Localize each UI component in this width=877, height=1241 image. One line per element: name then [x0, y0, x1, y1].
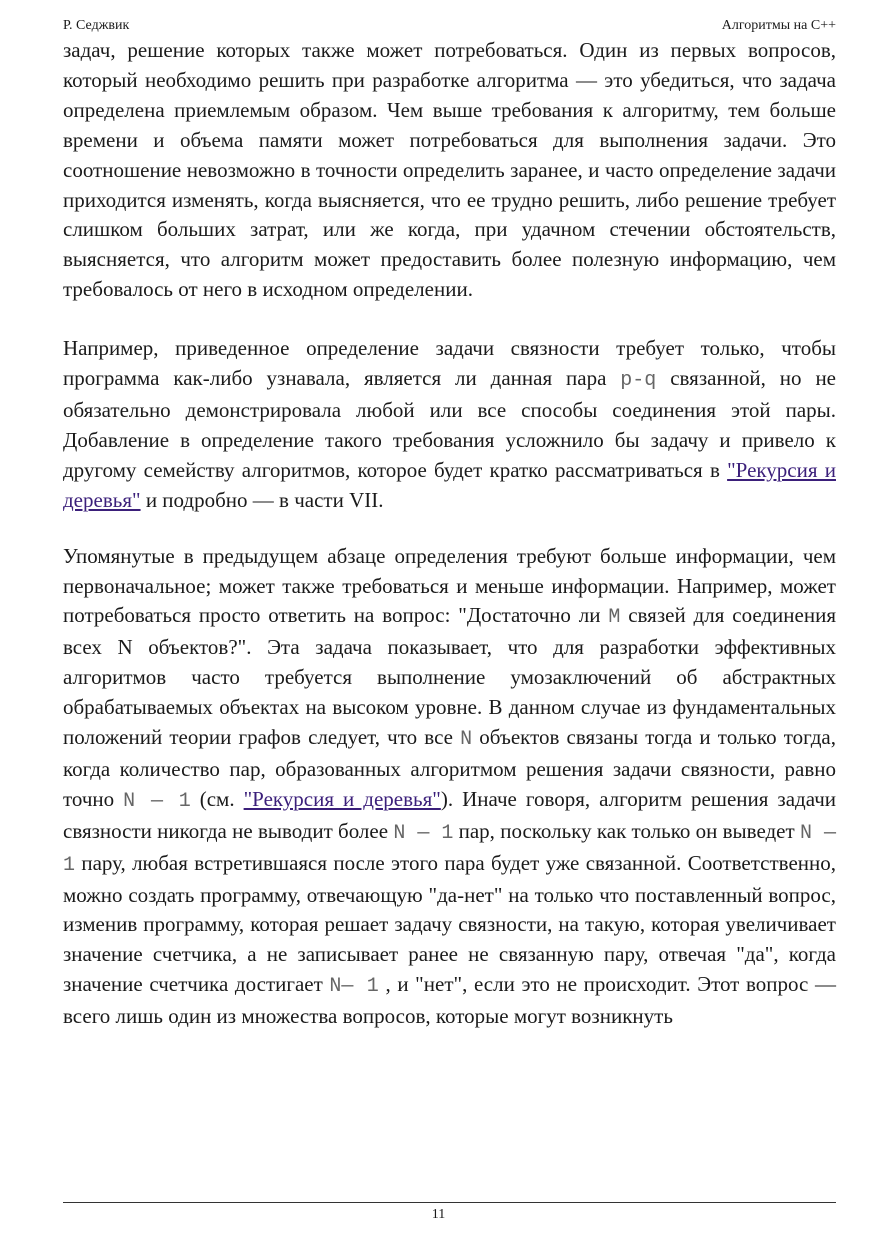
footer-divider	[63, 1202, 836, 1203]
header-author: Р. Седжвик	[63, 18, 130, 33]
text-run: и подробно — в части VII.	[140, 487, 384, 512]
text-run: пару, любая встретившаяся после этого пара будет уже связанной. Соответственно, можно создать программу, отвечающую "да-нет" на только что поставленный вопрос, изменив программу, которая решает задачу связности, на такую, которая увеличивает значение счетчика, а не записывает ранее не связанную пару, отвечая "да", когда значение счетчика достигает	[63, 850, 836, 997]
code-n-minus-1: N— 1	[329, 975, 379, 999]
link-recursion-and-trees[interactable]: "Рекурсия и деревья"	[243, 786, 441, 811]
running-header	[63, 17, 836, 35]
paragraph-1: задач, решение которых также может потребоваться. Один из первых вопросов, который необходимо решить при разработке алгоритма — это убедиться, что задача определена приемлемым образом. Чем выше требования к алгоритму, тем больше времени и объема памяти может потребоваться для выполнения задачи. Это соотношение невозможно в точности определить заранее, и часто определение задачи приходится изменять, когда выясняется, что ее трудно решить, либо решение требует слишком больших затрат, или же когда, при удачном стечении обстоятельств, выясняется, что алгоритм может предоставить более полезную информацию, чем требовалось от него в исходном определении.	[63, 38, 836, 302]
header-book-title: Алгоритмы на С++	[721, 18, 836, 33]
text-run: Упомянутые в предыдущем абзаце определения требуют больше информации, чем первоначальное; может также требоваться и меньше информации. Например, может потребоваться просто ответить на вопрос: "Достаточно ли	[63, 543, 836, 628]
paragraph-2	[63, 334, 836, 515]
text-run: связанной, но не обязательно демонстрировала любой или все способы соединения этой пары. Добавление в определение такого требования усложнило бы задачу и привело к другому семейству алгоритмов, которое будет кратко рассматриваться в	[63, 366, 837, 482]
text-run: Например, приведенное определение задачи связности требует только, чтобы программа как-либо узнавала, является ли данная пара	[63, 336, 836, 391]
text-run: ). Иначе говоря, алгоритм решения задачи связности никогда не выводит более	[63, 786, 836, 843]
body-text	[63, 36, 836, 1032]
text-run: связей для соединения всех N объектов?". Эта задача показывает, что для разработки эффективных алгоритмов часто требуется выполнение умозаключений об абстрактных обрабатываемых объектах на высоком уровне. В данном случае из фундаментальных положений теории графов следует, что все	[63, 603, 836, 750]
code-n-minus-1: N — 1	[123, 789, 191, 813]
code-pair-pq: p-q	[620, 369, 657, 393]
text-run: (см.	[190, 786, 244, 811]
text-run: пар, поскольку как только он выведет	[453, 818, 800, 843]
code-n: N	[460, 728, 473, 752]
text-run: объектов связаны тогда и только тогда, когда количество пар, образованных алгоритмом решения задачи связности, равно точно	[63, 725, 836, 811]
text-run: , и "нет", если это не происходит. Этот вопрос — всего лишь один из множества вопросов, которые могут возникнуть	[63, 972, 836, 1029]
code-n-minus-1: N — 1	[63, 821, 836, 877]
paragraph-3	[63, 542, 836, 1033]
link-recursion-and-trees[interactable]: "Рекурсия и деревья"	[63, 457, 836, 512]
page-number: 11	[431, 1207, 446, 1222]
code-n-minus-1: N — 1	[393, 821, 454, 845]
code-m: M	[608, 606, 621, 630]
